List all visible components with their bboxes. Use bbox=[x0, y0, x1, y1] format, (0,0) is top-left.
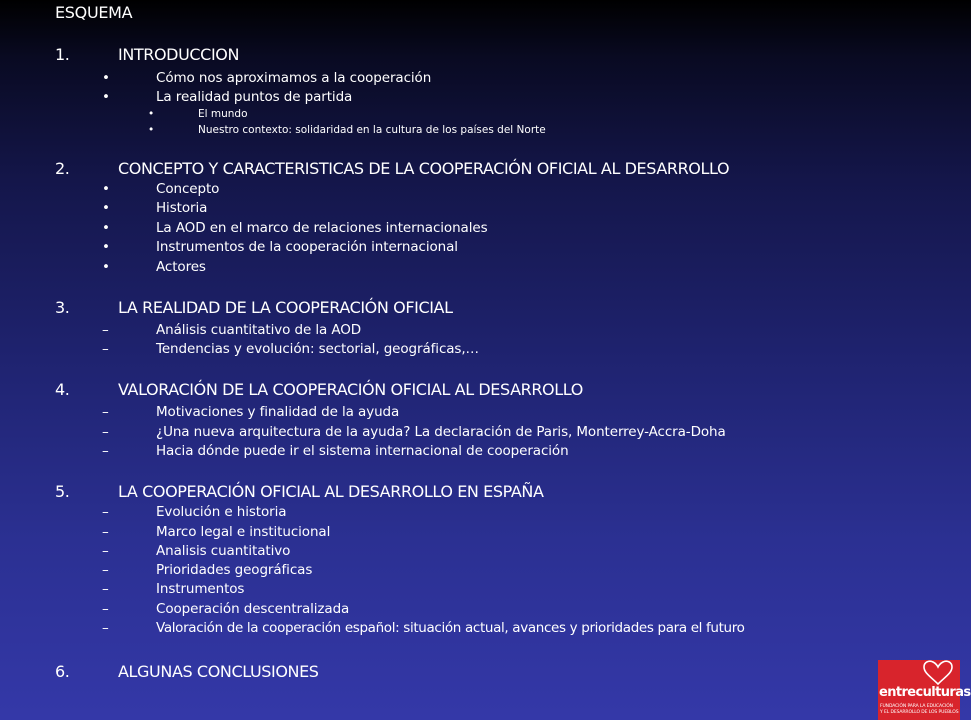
dash-mark: – bbox=[102, 524, 109, 540]
sub-list-item-text: El mundo bbox=[198, 108, 248, 120]
slide-title: ESQUEMA bbox=[55, 3, 133, 22]
section-title: INTRODUCCION bbox=[118, 45, 240, 64]
section-title: CONCEPTO Y CARACTERISTICAS DE LA COOPERACIÓN OFICIAL AL DESARROLLO bbox=[118, 159, 730, 178]
bullet-mark: • bbox=[102, 220, 110, 236]
list-item-text: ¿Una nueva arquitectura de la ayuda? La declaración de Paris, Monterrey-Accra-Doha bbox=[156, 424, 726, 440]
list-item-text: Evolución e historia bbox=[156, 504, 287, 520]
section-number: 1. bbox=[55, 45, 70, 64]
dash-mark: – bbox=[102, 620, 109, 636]
dash-mark: – bbox=[102, 543, 109, 559]
list-item-text: Análisis cuantitativo de la AOD bbox=[156, 322, 362, 338]
dash-mark: – bbox=[102, 322, 109, 338]
bullet-mark: • bbox=[102, 89, 110, 105]
list-item-text: Historia bbox=[156, 200, 208, 216]
list-item-text: Instrumentos de la cooperación internacional bbox=[156, 239, 458, 255]
bullet-mark: • bbox=[102, 239, 110, 255]
section-number: 4. bbox=[55, 380, 70, 399]
dash-mark: – bbox=[102, 601, 109, 617]
list-item-text: Concepto bbox=[156, 181, 220, 197]
list-item-text: Actores bbox=[156, 259, 206, 275]
list-item-text: Tendencias y evolución: sectorial, geográficas,… bbox=[156, 341, 479, 357]
section-number: 2. bbox=[55, 159, 70, 178]
list-item-text: Hacia dónde puede ir el sistema internacional de cooperación bbox=[156, 443, 569, 459]
list-item-text: Cooperación descentralizada bbox=[156, 601, 350, 617]
bullet-mark: • bbox=[148, 124, 155, 136]
dash-mark: – bbox=[102, 341, 109, 357]
dash-mark: – bbox=[102, 443, 109, 459]
bullet-mark: • bbox=[102, 259, 110, 275]
bullet-mark: • bbox=[102, 200, 110, 216]
bullet-mark: • bbox=[102, 70, 110, 86]
entreculturas-logo bbox=[878, 660, 971, 720]
section-title: LA REALIDAD DE LA COOPERACIÓN OFICIAL bbox=[118, 298, 453, 317]
dash-mark: – bbox=[102, 581, 109, 597]
logo-tagline-2: Y EL DESARROLLO DE LOS PUEBLOS bbox=[880, 710, 959, 715]
dash-mark: – bbox=[102, 404, 109, 420]
list-item-text: Prioridades geográficas bbox=[156, 562, 313, 578]
dash-mark: – bbox=[102, 504, 109, 520]
logo-tagline-1: FUNDACIÓN PARA LA EDUCACIÓN bbox=[880, 704, 953, 709]
list-item-text: Instrumentos bbox=[156, 581, 245, 597]
section-number: 3. bbox=[55, 298, 70, 317]
section-title: VALORACIÓN DE LA COOPERACIÓN OFICIAL AL DESARROLLO bbox=[118, 380, 583, 399]
dash-mark: – bbox=[102, 424, 109, 440]
section-title: LA COOPERACIÓN OFICIAL AL DESARROLLO EN ESPAÑA bbox=[118, 482, 544, 501]
dash-mark: – bbox=[102, 562, 109, 578]
list-item-text: Valoración de la cooperación español: situación actual, avances y prioridades para el futuro bbox=[156, 620, 745, 636]
list-item-text: La AOD en el marco de relaciones internacionales bbox=[156, 220, 488, 236]
section-number: 6. bbox=[55, 662, 70, 681]
sub-list-item-text: Nuestro contexto: solidaridad en la cultura de los países del Norte bbox=[198, 124, 546, 136]
list-item-text: Cómo nos aproximamos a la cooperación bbox=[156, 70, 432, 86]
bullet-mark: • bbox=[148, 108, 155, 120]
bullet-mark: • bbox=[102, 181, 110, 197]
list-item-text: Analisis cuantitativo bbox=[156, 543, 291, 559]
section-number: 5. bbox=[55, 482, 70, 501]
section-title: ALGUNAS CONCLUSIONES bbox=[118, 662, 319, 681]
list-item-text: La realidad puntos de partida bbox=[156, 89, 353, 105]
logo-wordmark: entreculturas bbox=[879, 685, 971, 700]
list-item-text: Motivaciones y finalidad de la ayuda bbox=[156, 404, 400, 420]
list-item-text: Marco legal e institucional bbox=[156, 524, 331, 540]
